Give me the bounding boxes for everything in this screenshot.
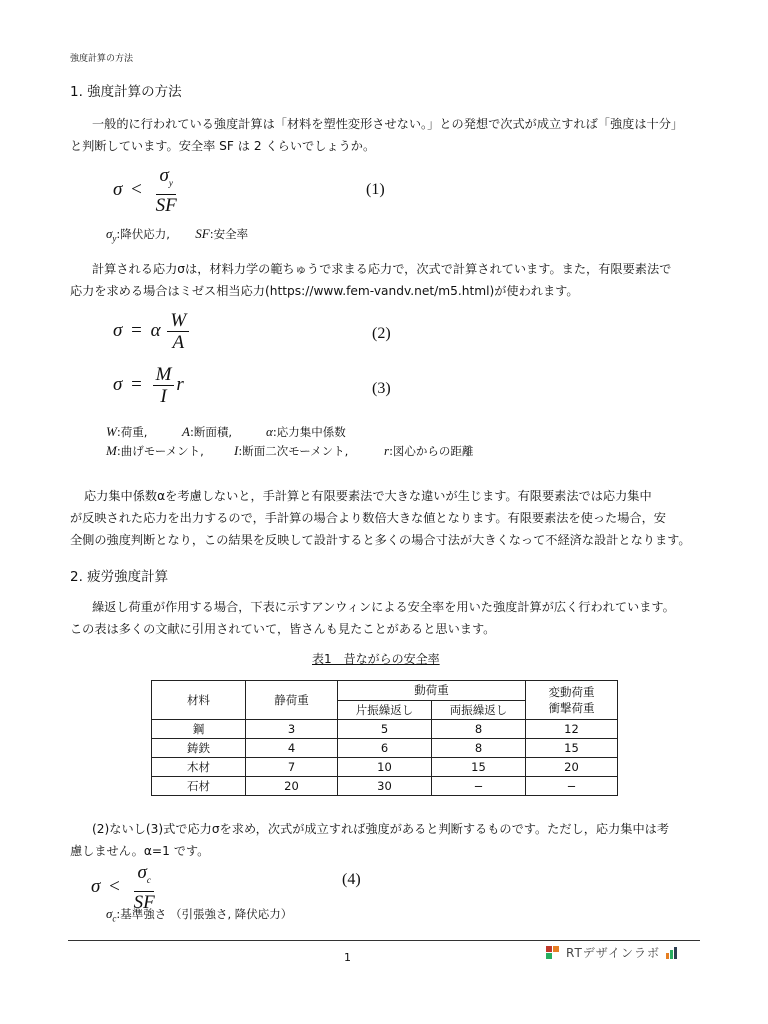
footer-rule [68,940,700,941]
th-dynamic: 動荷重 [338,681,526,701]
table-cell: 木材 [152,758,246,777]
section1-para3-line1: 応力集中係数αを考慮しないと，手計算と有限要素法で大きな違いが生じます。有限要素法では応力集中 [84,489,652,503]
th-static: 静荷重 [246,681,338,720]
section2-para1-line2: この表は多くの文献に引用されていて，皆さんも見たことがあると思います。 [70,622,496,636]
table-cell: 30 [338,777,432,796]
section1-para3-line2: が反映された応力を出力するので，手計算の場合より数倍大きな値となります。有限要素法を使った場合，安 [70,511,666,525]
eq4-denominator: SF [133,891,155,913]
running-header: 強度計算の方法 [70,54,134,64]
table-cell: 鋳鉄 [152,739,246,758]
eq1-numerator: σ [159,165,169,186]
eq1-number: (1) [366,181,385,198]
table-cell: 4 [246,739,338,758]
section2-heading: 2. 疲労強度計算 [70,569,169,585]
legend2-desc-i: :断面二次モーメント, [238,444,349,458]
th-variable-line2: 衝撃荷重 [548,701,595,715]
table-cell: 6 [338,739,432,758]
eq2-operator: = [131,319,142,341]
eq3-number: (3) [372,380,391,397]
table-cell: 20 [246,777,338,796]
legend2-sym-alpha: α [266,424,273,439]
table-cell: 7 [246,758,338,777]
legend2-desc-r: :図心からの距離 [389,444,474,458]
legend2-desc-w: :荷重, [116,425,148,439]
eq1-fraction [153,166,180,215]
equation-4 [91,863,160,912]
eq4-fraction [131,863,158,912]
eq3-operator: = [131,373,142,395]
legend2-sym-w: W [106,424,117,439]
legend1-desc1: :降伏応力, [116,227,170,241]
eq2-number: (2) [372,325,391,342]
equation-3 [113,365,184,406]
eq3-denominator: I [160,386,167,407]
logo-mark-right-icon [666,946,680,960]
eq2-lhs: σ [113,319,123,341]
legend2-desc-alpha: :応力集中係数 [272,425,346,439]
eq4-number: (4) [342,871,361,888]
table-row [152,758,618,777]
legend2-sym-i: I [234,443,239,458]
th-variable-line1: 変動荷重 [548,685,595,699]
section2-para2-line2: 慮しません。α=1 です。 [70,844,210,858]
legend1-sym1: $\sigma_y$ [106,226,117,244]
legend3-desc: :基準強さ （引張強さ, 降伏応力） [116,907,293,921]
table-cell: 鋼 [152,720,246,739]
equation-1 [113,166,182,215]
eq1-numerator-sub: y [168,177,173,188]
table-cell: − [432,777,526,796]
eq2-numerator: W [167,311,189,332]
legend-2-line1 [106,424,346,440]
eq4-lhs: σ [91,875,101,897]
table-row [152,777,618,796]
safety-factor-table-wrap [151,680,618,796]
legend2-sym-a: A [182,424,190,439]
legend1-sym2: SF [195,226,210,241]
table-caption: 表1 昔ながらの安全率 [312,652,440,666]
eq3-fraction [153,365,175,406]
page-number: 1 [344,951,351,964]
legend-1 [106,226,248,244]
legend-3 [106,906,292,924]
section1-para1-line2: と判断しています。安全率 SF は 2 くらいでしょうか。 [70,139,376,153]
eq3-tail: r [176,373,184,395]
table-cell: 8 [432,739,526,758]
table-row [152,739,618,758]
eq4-numerator-sub: c [146,874,151,885]
legend2-desc-m: :曲げモーメント, [116,444,204,458]
section1-para2-line1: 計算される応力σは，材料力学の範ちゅうで求まる応力で，次式で計算されています。また，有限要素法で [92,262,672,276]
table-row [152,720,618,739]
legend3-sym: $\sigma_c$ [106,906,117,924]
eq4-operator: < [109,875,120,897]
table-cell: 15 [526,739,618,758]
eq2-fraction [167,311,189,352]
eq1-lhs: σ [113,178,123,200]
logo-text: RTデザインラボ [566,946,660,960]
legend2-desc-a: :断面積, [189,425,232,439]
section1-heading: 1. 強度計算の方法 [70,84,182,100]
table-cell: − [526,777,618,796]
eq4-numerator: σ [137,862,147,883]
table-cell: 15 [432,758,526,777]
th-pulsating: 片振繰返し [338,700,432,720]
section1-para1-line1: 一般的に行われている強度計算は「材料を塑性変形させない。」との発想で次式が成立すれば「強度は十分」 [92,117,684,131]
section2-para1-line1: 繰返し荷重が作用する場合，下表に示すアンウィンによる安全率を用いた強度計算が広く行われています。 [92,600,675,614]
table-cell: 石材 [152,777,246,796]
eq1-denominator: SF [155,194,177,216]
eq2-denominator: A [172,332,185,353]
legend-2-line2 [106,443,473,459]
legend1-desc2: :安全率 [209,227,249,241]
th-alternating: 両振繰返し [432,700,526,720]
th-variable [526,681,618,720]
table-cell: 5 [338,720,432,739]
section1-para3-line3: 全側の強度判断となり，この結果を反映して設計すると多くの場合寸法が大きくなって不経済な設計となります。 [70,533,691,547]
table-cell: 12 [526,720,618,739]
table-cell: 10 [338,758,432,777]
eq1-operator: < [131,178,142,200]
eq3-lhs: σ [113,373,123,395]
safety-factor-table [151,680,618,796]
legend2-sym-m: M [106,443,117,458]
equation-2 [113,311,191,352]
logo-mark-left-icon [546,946,560,960]
section1-para2-line2: 応力を求める場合はミゼス相当応力(https://www.fem-vandv.net/m5.html)が使われます。 [70,284,579,298]
table-cell: 3 [246,720,338,739]
legend2-sym-r: r [384,443,390,458]
eq3-numerator: M [153,365,175,386]
th-material: 材料 [152,681,246,720]
brand-logo [546,944,680,961]
table-cell: 8 [432,720,526,739]
eq2-coefficient: α [150,319,161,341]
table-cell: 20 [526,758,618,777]
section2-para2-line1: (2)ないし(3)式で応力σを求め，次式が成立すれば強度があると判断するものです。ただし，応力集中は考 [92,822,670,836]
